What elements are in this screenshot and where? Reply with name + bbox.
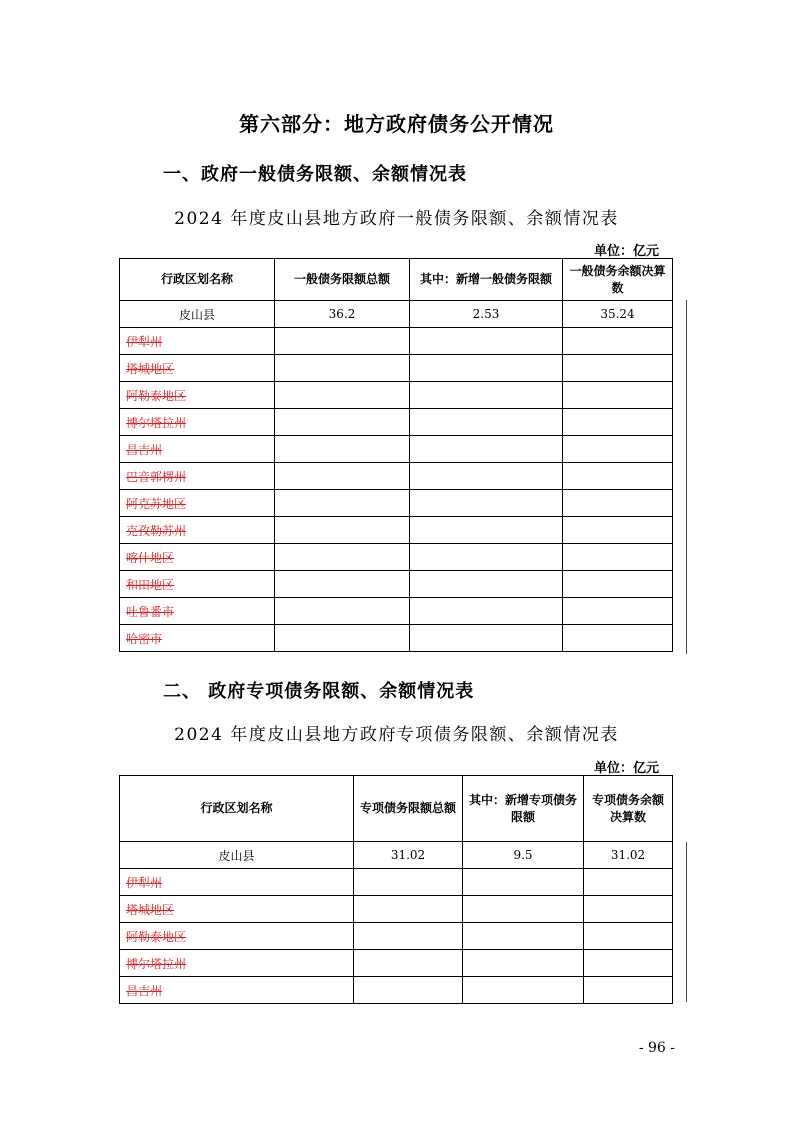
table-row	[120, 436, 673, 463]
table-row	[120, 382, 673, 409]
cell-value	[410, 571, 563, 598]
cell-value	[275, 517, 410, 544]
struck-region-name: 阿勒泰地区	[126, 929, 187, 944]
margin-rule	[686, 300, 687, 654]
cell-value	[275, 436, 410, 463]
struck-region-name: 哈密市	[126, 631, 163, 646]
cell-region	[120, 409, 275, 436]
struck-region-name: 吐鲁番市	[126, 604, 175, 619]
cell-value	[410, 598, 563, 625]
struck-region-name: 克孜勒苏州	[126, 523, 187, 538]
cell-value	[354, 950, 463, 977]
cell-value	[410, 517, 563, 544]
section1-unit: 单位：亿元	[594, 244, 660, 259]
cell-value: 36.2	[275, 301, 410, 328]
table-row	[120, 842, 673, 869]
section2-unit: 单位：亿元	[594, 761, 660, 776]
header-new-limit: 其中：新增一般债务限额	[410, 259, 563, 301]
struck-region-name: 塔城地区	[126, 361, 175, 376]
cell-value	[463, 923, 584, 950]
table-row	[120, 869, 673, 896]
cell-value	[463, 977, 584, 1004]
struck-region-name: 伊犁州	[126, 334, 163, 349]
cell-value	[463, 950, 584, 977]
struck-region-name: 伊犁州	[126, 875, 163, 890]
cell-value	[410, 409, 563, 436]
cell-value	[275, 544, 410, 571]
cell-value: 31.02	[584, 842, 673, 869]
margin-rule	[686, 842, 687, 1002]
cell-region	[120, 598, 275, 625]
page-title: 第六部分：地方政府债务公开情况	[239, 112, 554, 136]
cell-value	[563, 436, 673, 463]
cell-value	[275, 598, 410, 625]
cell-region	[120, 869, 354, 896]
header-limit-total: 专项债务限额总额	[354, 776, 463, 842]
table-row	[120, 355, 673, 382]
cell-value	[354, 869, 463, 896]
section1-heading: 一、政府一般债务限额、余额情况表	[163, 164, 467, 185]
cell-value	[410, 382, 563, 409]
struck-region-name: 阿勒泰地区	[126, 388, 187, 403]
cell-region	[120, 977, 354, 1004]
cell-value	[563, 517, 673, 544]
cell-region	[120, 896, 354, 923]
cell-region: 皮山县	[120, 301, 275, 328]
struck-region-name: 塔城地区	[126, 902, 175, 917]
cell-region	[120, 517, 275, 544]
header-limit-total: 一般债务限额总额	[275, 259, 410, 301]
cell-region	[120, 950, 354, 977]
cell-value	[275, 625, 410, 652]
table-row	[120, 301, 673, 328]
struck-region-name: 博尔塔拉州	[126, 956, 187, 971]
struck-region-name: 昌吉州	[126, 983, 163, 998]
page-number: - 96 -	[638, 1040, 675, 1056]
cell-value	[275, 328, 410, 355]
table-header-row	[120, 776, 673, 842]
table-row	[120, 896, 673, 923]
cell-region	[120, 923, 354, 950]
header-region-name: 行政区划名称	[120, 259, 275, 301]
struck-region-name: 巴音郭楞州	[126, 469, 187, 484]
struck-region-name: 博尔塔拉州	[126, 415, 187, 430]
cell-value	[584, 896, 673, 923]
table-row	[120, 977, 673, 1004]
struck-region-name: 昌吉州	[126, 442, 163, 457]
header-balance: 一般债务余额决算数	[563, 259, 673, 301]
cell-region	[120, 328, 275, 355]
cell-value	[584, 923, 673, 950]
cell-value	[275, 409, 410, 436]
section2-table-title: 2024 年度皮山县地方政府专项债务限额、余额情况表	[174, 725, 619, 745]
table-row	[120, 544, 673, 571]
cell-value	[410, 544, 563, 571]
cell-region	[120, 463, 275, 490]
cell-value: 2.53	[410, 301, 563, 328]
cell-region	[120, 490, 275, 517]
cell-value	[410, 436, 563, 463]
header-new-limit: 其中：新增专项债务限额	[463, 776, 584, 842]
cell-region	[120, 571, 275, 598]
cell-value	[563, 625, 673, 652]
cell-region	[120, 436, 275, 463]
struck-region-name: 喀什地区	[126, 550, 175, 565]
cell-value	[563, 598, 673, 625]
cell-value	[275, 382, 410, 409]
cell-region	[120, 382, 275, 409]
cell-value	[410, 625, 563, 652]
cell-value	[354, 896, 463, 923]
cell-value	[584, 950, 673, 977]
cell-value	[563, 382, 673, 409]
table-row	[120, 625, 673, 652]
struck-region-name: 和田地区	[126, 577, 175, 592]
cell-value	[275, 490, 410, 517]
header-balance: 专项债务余额决算数	[584, 776, 673, 842]
cell-value	[584, 977, 673, 1004]
cell-value	[463, 869, 584, 896]
cell-value	[275, 355, 410, 382]
cell-value	[275, 463, 410, 490]
table-row	[120, 463, 673, 490]
special-debt-table	[119, 775, 673, 1004]
cell-value	[410, 328, 563, 355]
table-row	[120, 490, 673, 517]
cell-value	[563, 355, 673, 382]
cell-value	[584, 869, 673, 896]
cell-value	[410, 463, 563, 490]
cell-value	[563, 463, 673, 490]
cell-region	[120, 355, 275, 382]
cell-region	[120, 625, 275, 652]
cell-value	[563, 544, 673, 571]
cell-value	[410, 490, 563, 517]
table-row	[120, 923, 673, 950]
cell-region	[120, 544, 275, 571]
cell-value: 35.24	[563, 301, 673, 328]
cell-value	[463, 896, 584, 923]
header-region-name: 行政区划名称	[120, 776, 354, 842]
table-row	[120, 517, 673, 544]
general-debt-table	[119, 258, 673, 652]
section2-heading: 二、 政府专项债务限额、余额情况表	[163, 681, 475, 702]
table-row	[120, 950, 673, 977]
section1-table-title: 2024 年度皮山县地方政府一般债务限额、余额情况表	[174, 209, 619, 229]
cell-value	[563, 409, 673, 436]
cell-value	[354, 923, 463, 950]
cell-value	[563, 571, 673, 598]
table-row	[120, 571, 673, 598]
table-row	[120, 409, 673, 436]
cell-value	[563, 328, 673, 355]
table-row	[120, 598, 673, 625]
cell-value: 9.5	[463, 842, 584, 869]
table-header-row	[120, 259, 673, 301]
struck-region-name: 阿克苏地区	[126, 496, 187, 511]
table-row	[120, 328, 673, 355]
cell-value	[563, 490, 673, 517]
cell-value	[410, 355, 563, 382]
cell-region: 皮山县	[120, 842, 354, 869]
cell-value	[354, 977, 463, 1004]
cell-value	[275, 571, 410, 598]
cell-value: 31.02	[354, 842, 463, 869]
